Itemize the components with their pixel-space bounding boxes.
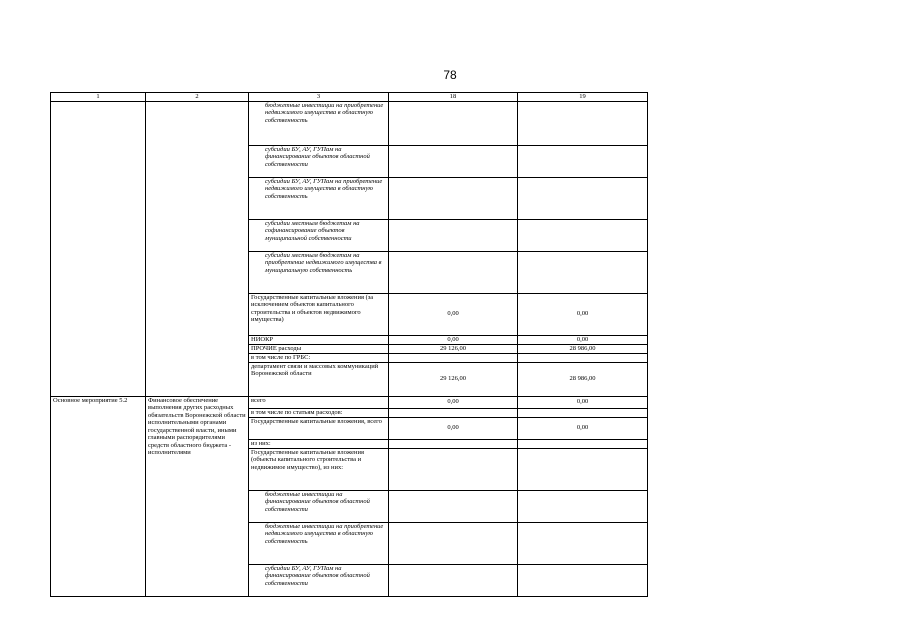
cell-col-1 <box>51 101 146 396</box>
cell-col-3: субсидии местным бюджетам на приобретение недвижимого имущества в муниципальную собственность <box>249 251 389 293</box>
cell-col-3: Государственные капитальные вложения, всего <box>249 417 389 439</box>
cell-col-3: бюджетные инвестиции на финансирование объектов областной собственности <box>249 490 389 522</box>
cell-col-18: 0,00 <box>389 293 518 335</box>
cell-col-18 <box>389 522 518 564</box>
cell-col-2 <box>146 101 249 396</box>
cell-col-19 <box>518 564 648 596</box>
cell-col-19 <box>518 439 648 448</box>
cell-col-19 <box>518 251 648 293</box>
cell-col-3: всего <box>249 396 389 408</box>
cell-col-19 <box>518 490 648 522</box>
cell-col-18: 0,00 <box>389 417 518 439</box>
cell-col-18 <box>389 145 518 177</box>
header-row <box>51 93 648 102</box>
cell-col-19 <box>518 177 648 219</box>
table-row <box>51 396 648 408</box>
cell-col-3: бюджетные инвестиции на приобретение недвижимого имущества в областную собственность <box>249 101 389 145</box>
cell-col-3: в том числе по статьям расходов: <box>249 408 389 417</box>
cell-col-19: 0,00 <box>518 293 648 335</box>
cell-col-19 <box>518 353 648 362</box>
cell-col-3: ПРОЧИЕ расходы <box>249 344 389 353</box>
cell-col-18 <box>389 490 518 522</box>
header-col-18: 18 <box>389 93 518 102</box>
budget-table <box>50 92 648 597</box>
cell-col-18 <box>389 448 518 490</box>
cell-col-19: 28 986,00 <box>518 362 648 396</box>
cell-col-19: 0,00 <box>518 396 648 408</box>
header-col-3: 3 <box>249 93 389 102</box>
cell-col-18 <box>389 408 518 417</box>
cell-col-18 <box>389 353 518 362</box>
cell-col-3: бюджетные инвестиции на приобретение недвижимого имущества в областную собственность <box>249 522 389 564</box>
cell-col-3: в том числе по ГРБС: <box>249 353 389 362</box>
cell-col-3: субсидии БУ, АУ, ГУПам на приобретение недвижимого имущества в областную собственность <box>249 177 389 219</box>
cell-col-18 <box>389 439 518 448</box>
cell-col-3: Государственные капитальные вложения (за исключением объектов капитального строительства и объектов недвижимого имущества) <box>249 293 389 335</box>
cell-col-3: субсидии местным бюджетам на софинансирование объектов муниципальной собственности <box>249 219 389 251</box>
cell-col-19 <box>518 101 648 145</box>
cell-col-18 <box>389 251 518 293</box>
cell-col-18: 29 126,00 <box>389 362 518 396</box>
cell-col-19: 0,00 <box>518 417 648 439</box>
cell-col-19 <box>518 408 648 417</box>
cell-col-2: Финансовое обеспечение выполнения других расходных обязательств Воронежской области исполнительными органами государственной власти, иными главными распорядителями средств областного бюджета - исполнителями <box>146 396 249 596</box>
cell-col-18: 0,00 <box>389 335 518 344</box>
cell-col-19 <box>518 219 648 251</box>
cell-col-3: департамент связи и массовых коммуникаций Воронежской области <box>249 362 389 396</box>
cell-col-18: 0,00 <box>389 396 518 408</box>
cell-col-3: из них: <box>249 439 389 448</box>
page-number: 78 <box>443 68 457 82</box>
cell-col-19 <box>518 522 648 564</box>
header-col-2: 2 <box>146 93 249 102</box>
cell-col-18 <box>389 564 518 596</box>
table-row <box>51 101 648 145</box>
cell-col-19: 0,00 <box>518 335 648 344</box>
cell-col-18: 29 126,00 <box>389 344 518 353</box>
cell-col-19 <box>518 145 648 177</box>
cell-col-3: НИОКР <box>249 335 389 344</box>
header-col-19: 19 <box>518 93 648 102</box>
cell-col-18 <box>389 101 518 145</box>
cell-col-18 <box>389 177 518 219</box>
cell-col-1: Основное мероприятие 5.2 <box>51 396 146 596</box>
cell-col-3: Государственные капитальные вложения (объекты капитального строительства и недвижимое имущество), из них: <box>249 448 389 490</box>
header-col-1: 1 <box>51 93 146 102</box>
cell-col-18 <box>389 219 518 251</box>
cell-col-19: 28 986,00 <box>518 344 648 353</box>
cell-col-19 <box>518 448 648 490</box>
cell-col-3: субсидии БУ, АУ, ГУПам на финансирование объектов областной собственности <box>249 145 389 177</box>
cell-col-3: субсидии БУ, АУ, ГУПам на финансирование объектов областной собственности <box>249 564 389 596</box>
